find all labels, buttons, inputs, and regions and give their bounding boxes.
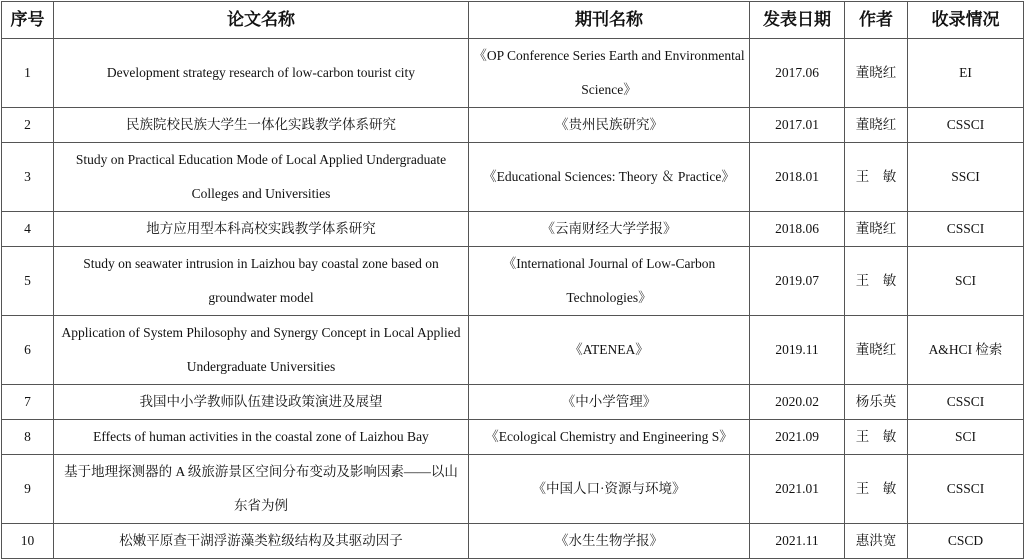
- header-title: 论文名称: [54, 2, 469, 39]
- row-author: 董晓红: [845, 39, 908, 108]
- row-author: 杨乐英: [845, 385, 908, 420]
- row-journal: 《贵州民族研究》: [469, 108, 750, 143]
- row-title: 民族院校民族大学生一体化实践教学体系研究: [54, 108, 469, 143]
- header-index: 收录情况: [908, 2, 1024, 39]
- table-row: [2, 39, 1024, 108]
- table-row: [2, 108, 1024, 143]
- row-date: 2021.11: [750, 524, 845, 559]
- row-index: SCI: [908, 247, 1024, 316]
- row-index: CSSCI: [908, 385, 1024, 420]
- row-no: 6: [2, 316, 54, 385]
- row-title: Study on Practical Education Mode of Local Applied Undergraduate Colleges and Universities: [54, 143, 469, 212]
- header-date: 发表日期: [750, 2, 845, 39]
- row-no: 1: [2, 39, 54, 108]
- row-no: 7: [2, 385, 54, 420]
- row-no: 3: [2, 143, 54, 212]
- row-no: 9: [2, 455, 54, 524]
- row-no: 5: [2, 247, 54, 316]
- header-author: 作者: [845, 2, 908, 39]
- row-author: 王 敏: [845, 143, 908, 212]
- row-index: SCI: [908, 420, 1024, 455]
- table-row: [2, 247, 1024, 316]
- row-index: SSCI: [908, 143, 1024, 212]
- row-title: Effects of human activities in the coastal zone of Laizhou Bay: [54, 420, 469, 455]
- row-date: 2021.01: [750, 455, 845, 524]
- row-date: 2017.06: [750, 39, 845, 108]
- row-author: 王 敏: [845, 420, 908, 455]
- row-index: EI: [908, 39, 1024, 108]
- row-title: Application of System Philosophy and Synergy Concept in Local Applied Undergraduate Universities: [54, 316, 469, 385]
- row-title: Development strategy research of low-carbon tourist city: [54, 39, 469, 108]
- row-title: 地方应用型本科高校实践教学体系研究: [54, 212, 469, 247]
- row-no: 10: [2, 524, 54, 559]
- row-index: CSSCI: [908, 212, 1024, 247]
- row-journal: 《水生生物学报》: [469, 524, 750, 559]
- row-author: 董晓红: [845, 108, 908, 143]
- row-author: 惠洪宽: [845, 524, 908, 559]
- row-index: CSSCI: [908, 108, 1024, 143]
- row-title: 我国中小学教师队伍建设政策演进及展望: [54, 385, 469, 420]
- header-journal: 期刊名称: [469, 2, 750, 39]
- table-row: [2, 420, 1024, 455]
- row-journal: 《International Journal of Low-Carbon Technologies》: [469, 247, 750, 316]
- row-author: 董晓红: [845, 212, 908, 247]
- papers-table: [1, 1, 1024, 559]
- row-journal: 《云南财经大学学报》: [469, 212, 750, 247]
- table-row: [2, 385, 1024, 420]
- row-index: CSSCI: [908, 455, 1024, 524]
- row-author: 王 敏: [845, 247, 908, 316]
- row-journal: 《ATENEA》: [469, 316, 750, 385]
- row-journal: 《中国人口·资源与环境》: [469, 455, 750, 524]
- row-journal: 《中小学管理》: [469, 385, 750, 420]
- row-no: 4: [2, 212, 54, 247]
- table-row: [2, 212, 1024, 247]
- table-body: [2, 39, 1024, 559]
- row-author: 王 敏: [845, 455, 908, 524]
- row-title: 基于地理探测器的 A 级旅游景区空间分布变动及影响因素——以山东省为例: [54, 455, 469, 524]
- row-date: 2020.02: [750, 385, 845, 420]
- row-date: 2017.01: [750, 108, 845, 143]
- row-no: 2: [2, 108, 54, 143]
- row-date: 2019.11: [750, 316, 845, 385]
- table-row: [2, 316, 1024, 385]
- row-date: 2018.01: [750, 143, 845, 212]
- row-journal: 《OP Conference Series Earth and Environmental Science》: [469, 39, 750, 108]
- row-date: 2019.07: [750, 247, 845, 316]
- header-no: 序号: [2, 2, 54, 39]
- row-no: 8: [2, 420, 54, 455]
- row-journal: 《Ecological Chemistry and Engineering S》: [469, 420, 750, 455]
- row-date: 2018.06: [750, 212, 845, 247]
- row-title: 松嫩平原查干湖浮游藻类粒级结构及其驱动因子: [54, 524, 469, 559]
- row-journal: 《Educational Sciences: Theory ＆ Practice》: [469, 143, 750, 212]
- table-row: [2, 524, 1024, 559]
- row-index: A&HCI 检索: [908, 316, 1024, 385]
- row-index: CSCD: [908, 524, 1024, 559]
- table-row: [2, 143, 1024, 212]
- row-date: 2021.09: [750, 420, 845, 455]
- header-row: [2, 2, 1024, 39]
- row-title: Study on seawater intrusion in Laizhou bay coastal zone based on groundwater model: [54, 247, 469, 316]
- row-author: 董晓红: [845, 316, 908, 385]
- table-row: [2, 455, 1024, 524]
